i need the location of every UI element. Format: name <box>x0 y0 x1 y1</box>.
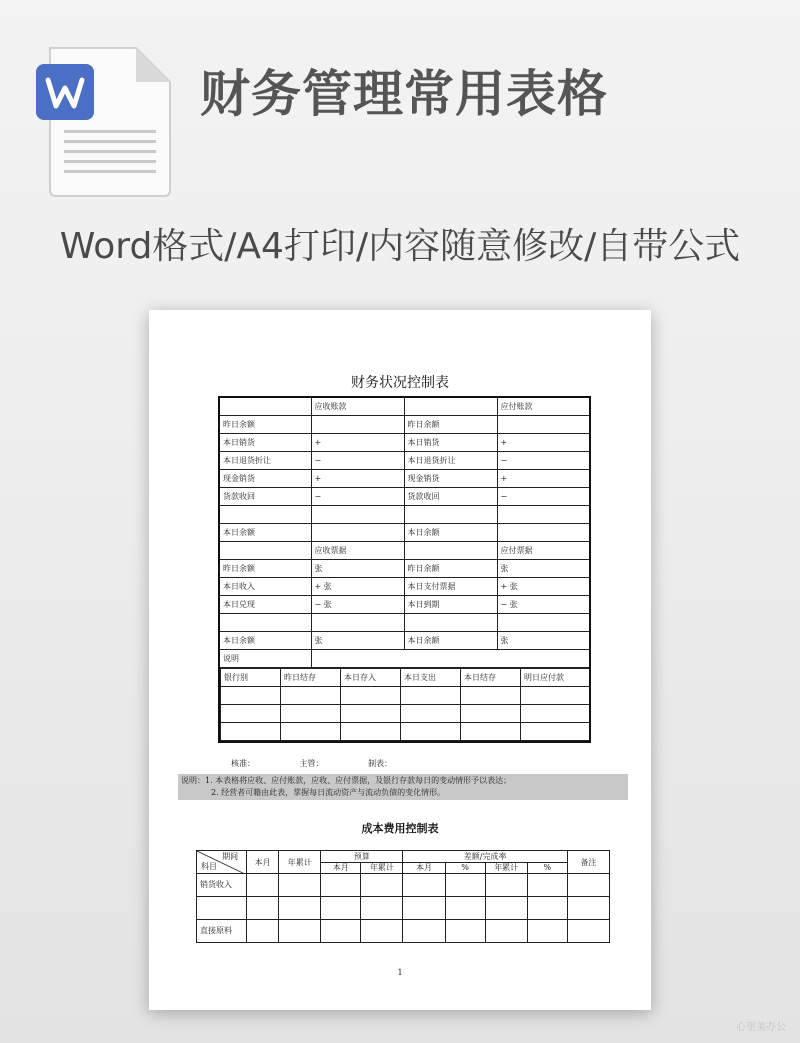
col-remark: 备注 <box>567 851 609 874</box>
table-cell: 昨日余额 <box>219 416 311 434</box>
page-subtitle: Word格式/A4打印/内容随意修改/自带公式 <box>59 226 741 267</box>
remark-value <box>311 650 590 668</box>
table-cell: 本日支付票据 <box>404 578 497 596</box>
table-cell <box>527 920 567 943</box>
bank-cell <box>401 705 461 723</box>
bank-header-cell: 明日应付款 <box>521 669 591 687</box>
table-cell: 昨日余额 <box>404 416 497 434</box>
bank-cell <box>221 723 281 741</box>
col-ytd: 年累计 <box>279 851 321 874</box>
corner-bottom: 科目 <box>201 862 217 871</box>
table-cell <box>311 506 404 524</box>
sub-variance-cell: % <box>527 863 567 874</box>
bank-header-cell: 银行别 <box>221 669 281 687</box>
table-cell <box>311 416 404 434</box>
table-cell <box>485 920 527 943</box>
row-label <box>197 897 247 920</box>
table-cell: 本日销货 <box>404 434 497 452</box>
group-budget: 预算 <box>321 851 403 863</box>
note-line-2: 2. 经营者可籍由此表，掌握每日流动资产与流动负债的变化情形。 <box>211 788 446 797</box>
table-cell <box>247 874 279 897</box>
table-row <box>219 397 590 416</box>
table2-title: 成本费用控制表 <box>361 822 439 835</box>
table-cell: 货款收回 <box>404 488 497 506</box>
table-row <box>219 470 590 488</box>
table-row <box>219 596 590 614</box>
corner-top: 期间 <box>222 852 239 861</box>
table-cell <box>403 874 445 897</box>
table-cell: 本日余额 <box>404 524 497 542</box>
table-cell <box>311 524 404 542</box>
table-cell <box>403 920 445 943</box>
table-cell <box>279 920 321 943</box>
page-title: 财务管理常用表格 <box>200 65 608 123</box>
table-row <box>197 874 610 897</box>
table-row <box>219 632 590 650</box>
table-cell: 本日余额 <box>404 632 497 650</box>
bank-cell <box>341 687 401 705</box>
bank-row <box>221 687 591 705</box>
table-cell: 应收账款 <box>311 397 404 416</box>
table-cell <box>404 542 497 560</box>
sub-variance-cell: 年累计 <box>485 863 527 874</box>
table-cell <box>567 897 609 920</box>
row-label: 直接原料 <box>197 920 247 943</box>
table-cell <box>321 920 361 943</box>
table-cell <box>361 897 403 920</box>
table-cell <box>321 897 361 920</box>
table-cell <box>311 614 404 632</box>
table-cell <box>404 614 497 632</box>
table-cell <box>497 416 590 434</box>
table-row <box>219 524 590 542</box>
table1-title: 财务状况控制表 <box>351 375 449 391</box>
table-cell: + 张 <box>497 578 590 596</box>
bank-section <box>219 668 590 743</box>
table-row <box>219 578 590 596</box>
bank-cell <box>281 705 341 723</box>
bank-cell <box>461 705 521 723</box>
bank-cell <box>341 705 401 723</box>
bank-cell <box>341 723 401 741</box>
table-cell: 张 <box>311 632 404 650</box>
bank-cell <box>219 668 590 743</box>
table-cell: + <box>497 434 590 452</box>
table-cell: 本日到期 <box>404 596 497 614</box>
table-row <box>219 488 590 506</box>
table-cell <box>445 897 485 920</box>
table-row <box>219 560 590 578</box>
sub-budget-cell: 本月 <box>321 863 361 874</box>
bank-cell <box>221 705 281 723</box>
table-cell: − <box>497 488 590 506</box>
table-cell: 昨日余额 <box>404 560 497 578</box>
bank-header-row <box>221 669 591 687</box>
signature-supervisor: 主管： <box>299 759 324 768</box>
table-cell: 货款收回 <box>219 488 311 506</box>
bank-cell <box>281 687 341 705</box>
table-cell: + <box>311 470 404 488</box>
table-cell: 应付账款 <box>497 397 590 416</box>
table-row <box>219 542 590 560</box>
table-row <box>219 614 590 632</box>
table-cell <box>219 397 311 416</box>
table-cell <box>279 897 321 920</box>
bank-row <box>221 723 591 741</box>
table-cell: − <box>311 452 404 470</box>
bank-cell <box>521 705 591 723</box>
table-cell <box>567 874 609 897</box>
table-cell <box>219 506 311 524</box>
table-cell <box>403 897 445 920</box>
table-row <box>219 452 590 470</box>
table-cell: 本日余额 <box>219 524 311 542</box>
table-row <box>197 920 610 943</box>
bank-cell <box>461 687 521 705</box>
table-cell: 应付票据 <box>497 542 590 560</box>
table-cell: + 张 <box>311 578 404 596</box>
remark-row <box>219 650 590 668</box>
table-cell <box>497 506 590 524</box>
table-row <box>219 434 590 452</box>
table-cell <box>361 920 403 943</box>
document-preview <box>149 310 651 1010</box>
financial-status-table <box>218 396 591 743</box>
table-cell: 应收票据 <box>311 542 404 560</box>
bank-cell <box>521 687 591 705</box>
table-cell: 本日收入 <box>219 578 311 596</box>
table-cell <box>361 874 403 897</box>
sub-variance-cell: 本月 <box>403 863 445 874</box>
bank-header-cell: 本日结存 <box>461 669 521 687</box>
table-cell <box>445 920 485 943</box>
cost-control-table <box>196 850 610 943</box>
table-cell: + <box>497 470 590 488</box>
table-row <box>197 897 610 920</box>
header-row <box>197 851 610 863</box>
table-cell: − <box>497 452 590 470</box>
col-month: 本月 <box>247 851 279 874</box>
table-cell <box>527 897 567 920</box>
table-cell <box>404 506 497 524</box>
bank-row <box>221 705 591 723</box>
bank-header-cell: 本日支出 <box>401 669 461 687</box>
table-cell <box>219 614 311 632</box>
table-cell <box>247 920 279 943</box>
bank-cell <box>281 723 341 741</box>
table-cell <box>497 524 590 542</box>
bank-cell <box>461 723 521 741</box>
note-line-1: 说明：1. 本表格将应收、应付账款，应收、应付票据，及银行存款每日的变动情形予以表达； <box>181 776 512 785</box>
word-document-icon <box>36 44 176 200</box>
table-row <box>219 416 590 434</box>
table-cell <box>247 897 279 920</box>
table-cell <box>497 614 590 632</box>
table-cell: − <box>311 488 404 506</box>
table-cell: 本日兑现 <box>219 596 311 614</box>
bank-header-cell: 昨日结存 <box>281 669 341 687</box>
signature-line <box>231 758 434 769</box>
table-cell: 本日退货折让 <box>219 452 311 470</box>
table-cell <box>219 542 311 560</box>
table-cell <box>445 874 485 897</box>
table-cell: 现金销货 <box>219 470 311 488</box>
table-cell: − 张 <box>311 596 404 614</box>
group-variance: 差额/完成率 <box>403 851 567 863</box>
table-cell: − 张 <box>497 596 590 614</box>
bank-cell <box>401 723 461 741</box>
watermark: 心里美办公 <box>736 1022 786 1033</box>
table-cell <box>527 874 567 897</box>
row-label: 销货收入 <box>197 874 247 897</box>
table-cell <box>321 874 361 897</box>
sub-budget-cell: 年累计 <box>361 863 403 874</box>
table-cell: 本日余额 <box>219 632 311 650</box>
table-cell: 昨日余额 <box>219 560 311 578</box>
table-cell: 张 <box>497 632 590 650</box>
signature-approve: 核准： <box>231 759 255 768</box>
table-cell: 本日销货 <box>219 434 311 452</box>
remark-label: 说明 <box>219 650 311 668</box>
bank-table <box>220 668 590 741</box>
bank-cell <box>221 687 281 705</box>
table-cell: 本日退货折让 <box>404 452 497 470</box>
table-cell: 张 <box>497 560 590 578</box>
table-cell <box>485 897 527 920</box>
bank-cell <box>521 723 591 741</box>
table-cell <box>485 874 527 897</box>
page-number: 1 <box>397 968 403 977</box>
corner-cell <box>197 851 247 874</box>
table-cell: + <box>311 434 404 452</box>
bank-cell <box>401 687 461 705</box>
table-cell: 张 <box>311 560 404 578</box>
table-cell <box>404 397 497 416</box>
bank-header-cell: 本日存入 <box>341 669 401 687</box>
table-row <box>219 506 590 524</box>
signature-preparer: 制表： <box>368 759 393 768</box>
table-cell: 现金销货 <box>404 470 497 488</box>
table-cell <box>567 920 609 943</box>
sub-variance-cell: % <box>445 863 485 874</box>
table-cell <box>279 874 321 897</box>
